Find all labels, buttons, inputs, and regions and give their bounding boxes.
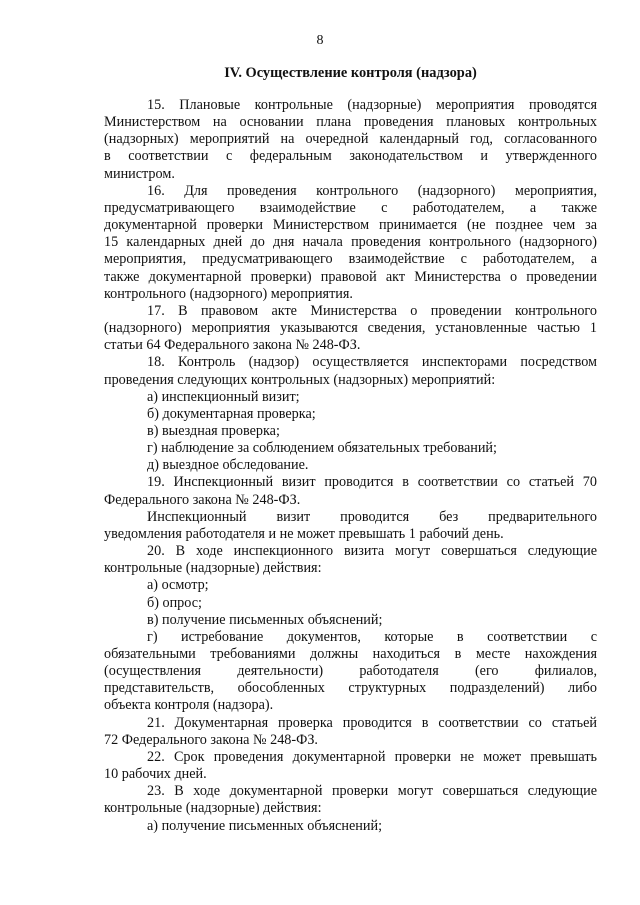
text-line: Федерального закона № 248-ФЗ. bbox=[104, 491, 301, 508]
list-item: г) наблюдение за соблюдением обязательных требований; bbox=[147, 440, 497, 457]
text-line: контрольного (надзорного) мероприятия. bbox=[104, 285, 353, 302]
list-item: в) выездная проверка; bbox=[147, 422, 280, 439]
text-line: (осуществления деятельности) работодателя (его филиалов, bbox=[104, 663, 597, 680]
text-line: министром. bbox=[104, 165, 175, 182]
list-item: б) документарная проверка; bbox=[147, 405, 316, 422]
text-line: 23. В ходе документарной проверки могут совершаться следующие bbox=[147, 783, 597, 800]
text-line: 15 календарных дней до дня начала проведения контрольного (надзорного) bbox=[104, 234, 597, 251]
list-item: а) получение письменных объяснений; bbox=[147, 817, 383, 834]
text-line: уведомления работодателя и не может превышать 1 рабочий день. bbox=[104, 525, 504, 542]
text-line: 18. Контроль (надзор) осуществляется инспекторами посредством bbox=[147, 354, 597, 371]
text-line: представительств, обособленных структурных подразделений) либо bbox=[104, 680, 597, 697]
text-line: 16. Для проведения контрольного (надзорного) мероприятия, bbox=[147, 182, 597, 199]
list-item: а) осмотр; bbox=[147, 577, 209, 594]
text-line: 22. Срок проведения документарной проверки не может превышать bbox=[147, 748, 597, 765]
text-line: 72 Федерального закона № 248-ФЗ. bbox=[104, 731, 318, 748]
text-line: объекта контроля (надзора). bbox=[104, 697, 274, 714]
text-line: проведения следующих контрольных (надзорных) мероприятий: bbox=[104, 371, 496, 388]
page-number: 8 bbox=[316, 33, 324, 48]
text-line: 10 рабочих дней. bbox=[104, 766, 207, 783]
text-line: мероприятия, предусматривающего взаимодействие с работодателем, а bbox=[104, 251, 597, 268]
text-line: Министерством на основании плана проведения плановых контрольных bbox=[104, 114, 597, 131]
list-item: д) выездное обследование. bbox=[147, 457, 309, 474]
text-line: в соответствии с федеральным законодательством и утвержденного bbox=[104, 148, 597, 165]
text-line: 19. Инспекционный визит проводится в соответствии со статьей 70 bbox=[147, 474, 597, 491]
list-item: б) опрос; bbox=[147, 594, 202, 611]
list-item: в) получение письменных объяснений; bbox=[147, 611, 383, 628]
section-title: IV. Осуществление контроля (надзора) bbox=[224, 65, 477, 81]
text-line: (надзорного) мероприятия указываются сведения, установленные частью 1 bbox=[104, 320, 597, 337]
text-line: 21. Документарная проверка проводится в соответствии со статьей bbox=[147, 714, 597, 731]
text-line: Инспекционный визит проводится без предварительного bbox=[147, 508, 597, 525]
text-line: контрольные (надзорные) действия: bbox=[104, 800, 322, 817]
text-line: также документарной проверки) правовой акт Министерства о проведении bbox=[104, 268, 597, 285]
text-line: обязательными требованиями должны находиться в месте нахождения bbox=[104, 646, 597, 662]
list-item: а) инспекционный визит; bbox=[147, 388, 300, 405]
text-line: контрольные (надзорные) действия: bbox=[104, 560, 322, 577]
text-line: 20. В ходе инспекционного визита могут совершаться следующие bbox=[147, 543, 597, 560]
text-line: (надзорных) мероприятий на очередной календарный год, согласованного bbox=[104, 131, 597, 148]
text-line: 15. Плановые контрольные (надзорные) мероприятия проводятся bbox=[147, 97, 597, 113]
text-line: предусматривающего взаимодействие с работодателем, а также bbox=[104, 199, 597, 216]
text-line: 17. В правовом акте Министерства о проведении контрольного bbox=[147, 302, 597, 319]
text-line: документарной проверки Министерством принимается (не позднее чем за bbox=[104, 217, 597, 234]
text-line: статьи 64 Федерального закона № 248-ФЗ. bbox=[104, 337, 361, 354]
document-body bbox=[104, 97, 597, 835]
list-item: г) истребование документов, которые в соответствии с bbox=[147, 628, 597, 645]
